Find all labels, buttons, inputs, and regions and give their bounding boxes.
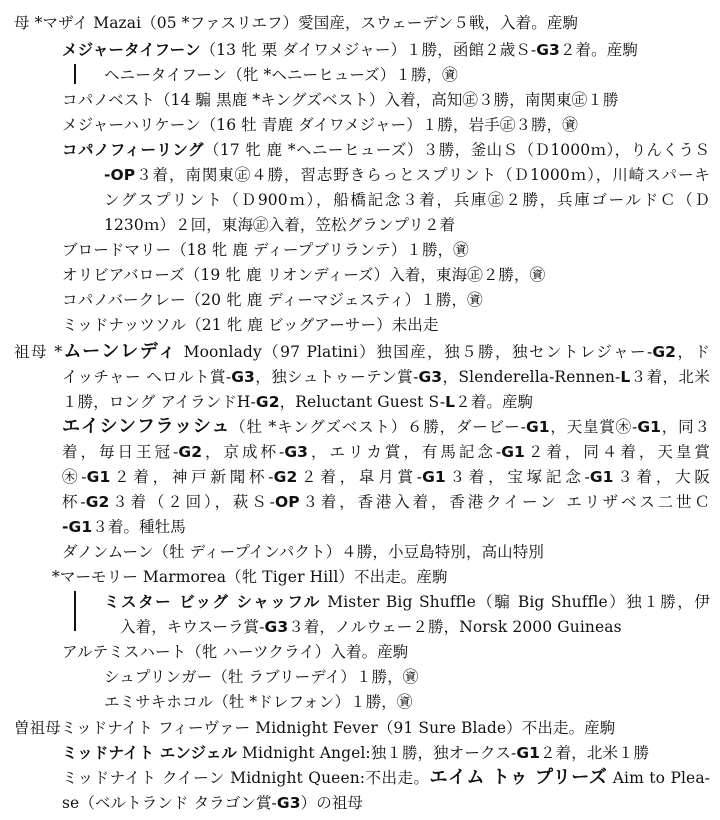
foal-line [62, 767, 710, 789]
foal-record-continued [62, 491, 710, 513]
grandfoal-record: 入着，キウスーラ賞- [120, 618, 265, 636]
foal-text: アルテミスハート（牝 ハーツクライ）入着。産駒 [62, 643, 409, 661]
foal-text: メジャーハリケーン（16 牡 青鹿 ダイワメジャー）１勝，岩手㊣３勝，㊮ [62, 116, 578, 134]
granddam-record-continued [62, 391, 710, 413]
foal-record: （牡 *キングズベスト）６勝，ダービー- [230, 418, 526, 436]
foal-record-continued [62, 516, 710, 538]
grandfoal-text: シュプリンガー（牡 ラブリーデイ）１勝，㊮ [104, 668, 419, 686]
foal-record-continued [104, 189, 710, 211]
granddam-line [14, 341, 710, 363]
grandfoal-line [104, 666, 710, 688]
grandfoal-record: ３着，ノルウェー２勝，Norsk 2000 Guineas [288, 618, 622, 636]
foal-record: 1230ｍ）２回，東海㊣入着，笠松グランプリ２着 [104, 216, 456, 234]
foal-line [62, 314, 710, 336]
grade-label: G2 [652, 343, 677, 361]
granddam-record: イッチャー ヘロルト賞- [62, 368, 232, 386]
grade-label: G3 [536, 41, 560, 59]
foal-record: 着，毎日王冠- [62, 443, 179, 461]
foal-record: 杯- [62, 493, 86, 511]
grade-label: G3 [264, 618, 289, 636]
foal-record: ３着，宝塚記念- [445, 468, 590, 486]
dam-line [14, 12, 710, 34]
great-granddam-line [14, 717, 710, 739]
grade-label: G1 [589, 468, 614, 486]
foal-record-continued [104, 214, 710, 236]
foal-text: ブロードマリー（18 牝 鹿 ディープブリランテ）１勝，㊮ [62, 241, 469, 259]
grade-label: G1 [422, 468, 446, 486]
foal-text: ダノンムーン（牡 ディープインパクト）４勝，小豆島特別，高山特別 [62, 543, 544, 561]
foal-record: ３着（２回），萩Ｓ- [109, 493, 275, 511]
foal-line [62, 742, 710, 764]
grandfoal-line [104, 591, 710, 613]
foal-text: コパノバークレー（20 牝 鹿 ディーマジェスティ）１勝，㊮ [62, 291, 483, 309]
foal-record: Midnight Angel:独１勝，独オークス- [237, 744, 517, 762]
foal-record: ２着，北米１勝 [540, 744, 650, 762]
grandfoal-record-continued [120, 616, 710, 638]
foal-line [62, 89, 710, 111]
dam-text: 母 *マザイ Mazai（05 *ファスリエフ）愛国産，スウェーデン５戦，入着。産駒 [14, 14, 579, 32]
foal-line [62, 289, 710, 311]
foal-record-continued [104, 164, 710, 186]
grade-label: G1 [637, 418, 662, 436]
foal-record: （17 牝 鹿 *ヘニーヒューズ）３勝，釜山Ｓ（Ｄ1000ｍ），りんくうＳ [203, 141, 710, 159]
grade-label: G3 [418, 368, 443, 386]
foal-record: ，天皇賞㊍- [549, 418, 638, 436]
foal-text: コパノベスト（14 騸 黒鹿 *キングズベスト）入着，高知㊣３勝，南関東㊣１勝 [62, 91, 619, 109]
granddam-record: ，独シュトゥーテン賞- [254, 368, 419, 386]
grade-label: G3 [231, 368, 255, 386]
granddam-record: ，ド [676, 343, 710, 361]
foal-record: ３着。種牡馬 [92, 518, 186, 536]
grade-label: -OP [104, 166, 136, 184]
foal-record: ３着，香港入着，香港クイーン エリザベス二世Ｃ [299, 493, 710, 511]
grade-label: G3 [276, 794, 301, 812]
granddam-record: ，Slenderella-Rennen- [442, 368, 621, 386]
foal-record: se（ベルトランド タラゴン賞- [62, 794, 277, 812]
grandfoal-line [104, 691, 710, 713]
foal-text: オリビアバローズ（19 牝 鹿 リオンディーズ）入着，東海㊣２勝，㊮ [62, 266, 546, 284]
grade-label: -G1 [62, 518, 93, 536]
granddam-name: ムーンレディ [62, 341, 178, 362]
grade-label: G1 [86, 468, 111, 486]
grandfoal-record: Mister Big Shuffle（騸 Big Shuffle）独１勝，伊 [320, 593, 710, 611]
grade-label: G2 [255, 393, 280, 411]
foal-record: ２着，同４着，天皇賞 [524, 443, 710, 461]
foal-line [62, 541, 710, 563]
grandfoal-name: ミスター ビッグ シャッフル [104, 593, 321, 611]
granddam-label: 祖母 * [14, 343, 63, 361]
granddam-record: ，Reluctant Guest S- [279, 393, 446, 411]
foal-record: ３着，南関東㊣４勝，習志野きらっとスプリント（Ｄ1000ｍ），川崎スパーキ [135, 166, 710, 184]
granddam-record: ３着，北米 [630, 368, 710, 386]
granddam-record: ２着。産駒 [455, 393, 534, 411]
grade-label: G2 [85, 493, 110, 511]
foal-text: ミッドナイト クイーン Midnight Queen:不出走。 [62, 769, 430, 787]
grandfoal-line [104, 64, 710, 86]
foal-line [62, 139, 710, 161]
foal-name: エイシンフラッシュ [62, 416, 231, 437]
offspring-connector-line [74, 64, 76, 84]
foal-text: ミッドナッツソル（21 牝 鹿 ビッグアーサー）未出走 [62, 316, 439, 334]
grade-label: L [620, 368, 631, 386]
foal-line [62, 39, 710, 61]
granddam-record-continued [62, 366, 710, 388]
foal-record: ㊍- [62, 468, 87, 486]
grandfoal-text: ヘニータイフーン（牝 *ヘニーヒューズ）１勝，㊮ [104, 66, 458, 84]
grade-label: G1 [516, 744, 541, 762]
grade-label: L [445, 393, 456, 411]
foal-line [62, 114, 710, 136]
foal-record: ）の祖母 [300, 794, 364, 812]
granddam-record: １勝，ロング アイランドH- [62, 393, 256, 411]
foal-name: コパノフィーリング [62, 141, 204, 159]
foal-record: ２着，皐月賞- [297, 468, 423, 486]
granddam-record: Moonlady（97 Platini）独国産，独５勝，独セントレジャー- [177, 343, 653, 361]
foal-line [62, 264, 710, 286]
grade-label: G2 [178, 443, 203, 461]
grade-label: G1 [525, 418, 550, 436]
foal-record: ，京成杯- [202, 443, 285, 461]
foal-record: ２着，神戸新聞杯- [110, 468, 274, 486]
foal-name: ミッドナイト エンジェル [62, 744, 238, 762]
foal-line [62, 641, 710, 663]
grade-label: G3 [284, 443, 309, 461]
grade-label: G2 [273, 468, 298, 486]
grandfoal-text: エミサキホコル（牡 *ドレフォン）１勝，㊮ [104, 693, 413, 711]
foal-record: ３着，大阪 [613, 468, 710, 486]
offspring-connector-line [74, 591, 76, 631]
foal-line [62, 239, 710, 261]
foal-line [62, 416, 710, 438]
foal-record: ２着。産駒 [559, 41, 638, 59]
foal-record: ングスプリント（Ｄ900ｍ），船橋記念３着，兵庫㊣２勝，兵庫ゴールドＣ（Ｄ [104, 191, 710, 209]
foal-record: ，エリカ賞，有馬記念- [308, 443, 502, 461]
grandfoal-name: エイム トゥ プリーズ [429, 767, 608, 788]
foal-text: *マーモリー Marmorea（牝 Tiger Hill）不出走。産駒 [52, 568, 448, 586]
foal-record: ，同３ [661, 418, 710, 436]
foal-record-continued [62, 792, 710, 814]
grade-label: OP [274, 493, 300, 511]
foal-record: （13 牝 栗 ダイワメジャー）１勝，函館２歳Ｓ- [200, 41, 537, 59]
grade-label: G1 [501, 443, 525, 461]
foal-line [52, 566, 710, 588]
foal-name: メジャータイフーン [62, 41, 201, 59]
foal-record-continued [62, 441, 710, 463]
foal-record-continued [62, 466, 710, 488]
grandfoal-record: Aim to Plea- [607, 769, 710, 787]
great-granddam-text: 曽祖母ミッドナイト フィーヴァー Midnight Fever（91 Sure Blade）不出走。産駒 [14, 719, 616, 737]
